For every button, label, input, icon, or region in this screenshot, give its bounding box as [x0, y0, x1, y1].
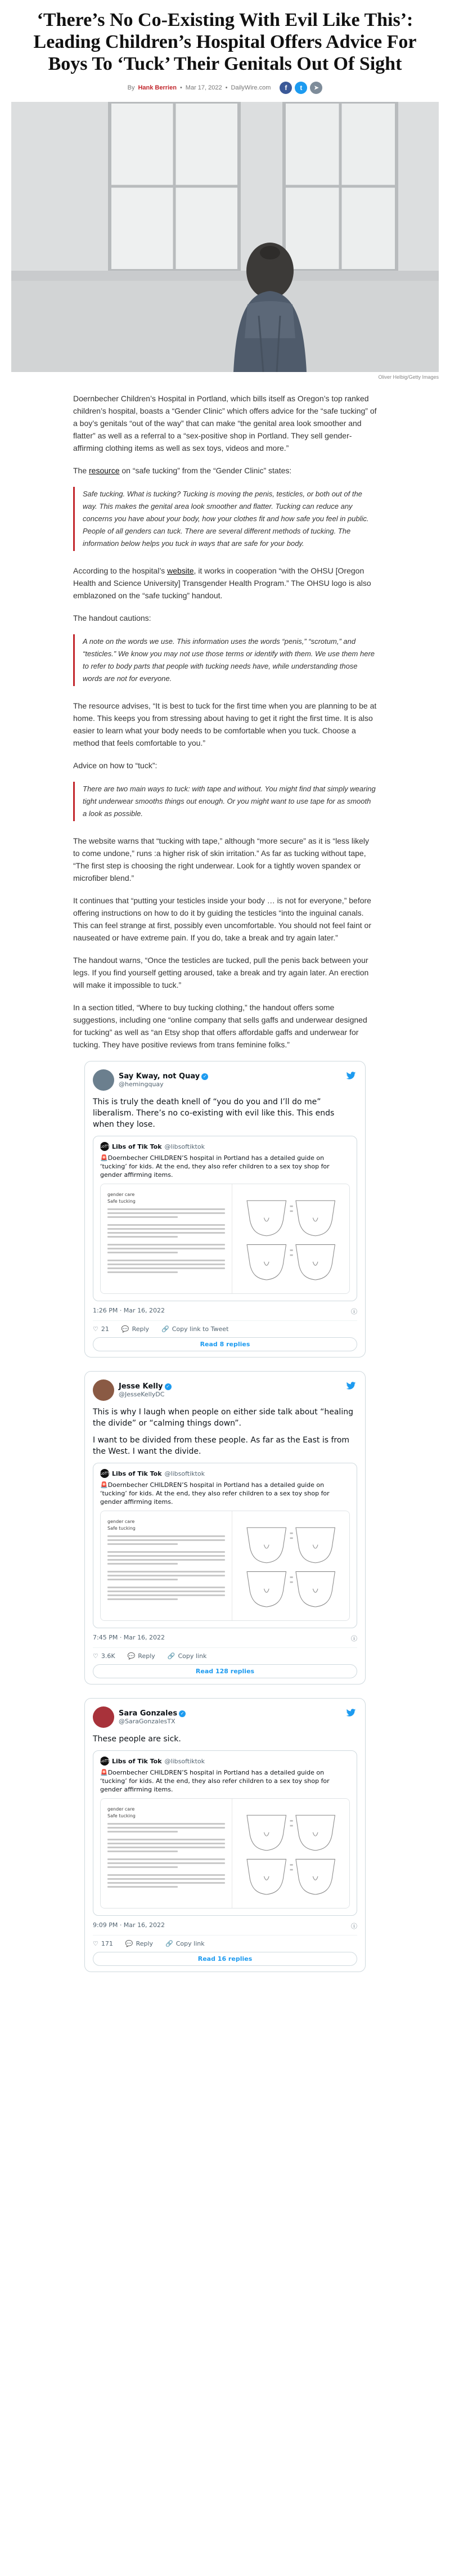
- info-icon[interactable]: ⓘ: [351, 1308, 357, 1315]
- text-line: [107, 1539, 225, 1541]
- info-icon[interactable]: ⓘ: [351, 1635, 357, 1642]
- link-icon: 🔗: [161, 1325, 169, 1333]
- like-button[interactable]: [93, 1325, 109, 1333]
- blockquote: There are two main ways to tuck: with tape and without. You might find that simply wearing tight underwear smooths things out enough. Or you might want to use tape for as smooth a look as possible.: [73, 782, 377, 821]
- quoted-author-handle: @libsoftiktok: [164, 1757, 205, 1765]
- tweet-text-container: [93, 1406, 357, 1457]
- window-child-illustration: [11, 102, 439, 372]
- text-line: [107, 1271, 178, 1273]
- quoted-tweet-image[interactable]: [100, 1511, 350, 1621]
- paragraph: Advice on how to “tuck”:: [73, 761, 158, 770]
- text-line: [107, 1543, 178, 1545]
- quoted-tweet-image[interactable]: [100, 1184, 350, 1294]
- text-line: [107, 1228, 225, 1230]
- tweet-author-handle[interactable]: @SaraGonzalesTX: [119, 1718, 176, 1725]
- text-line: [107, 1851, 178, 1852]
- reply-icon: 💬: [125, 1940, 133, 1947]
- paragraph: In a section titled, “Where to buy tucking clothing,” the handout offers some suggestions, including one “online company that sells gaffs and underwear designed for tucking” as well as “an Etsy shop that offers affordable gaffs and underwear for tucking. They have positive reviews from trans feminine folks.”: [73, 1003, 367, 1049]
- source-name: DailyWire.com: [231, 84, 271, 91]
- embedded-tweet[interactable]: [84, 1061, 366, 1358]
- telegram-icon: ➤: [314, 84, 319, 91]
- paragraph-text: on “safe tucking” from the “Gender Clinic” states:: [119, 466, 292, 475]
- photo-credit: Oliver Helbig/Getty Images: [378, 374, 439, 380]
- text-line: [107, 1839, 225, 1840]
- text-line: [107, 1587, 225, 1588]
- quoted-avatar: LoTT: [100, 1142, 109, 1151]
- quoted-tweet-image[interactable]: [100, 1798, 350, 1909]
- quoted-avatar: LoTT: [100, 1757, 109, 1766]
- embedded-tweet[interactable]: [84, 1698, 366, 1972]
- heart-icon: ♡: [93, 1940, 98, 1947]
- body-diagram-drawing: [232, 1511, 350, 1620]
- text-line: [107, 1248, 225, 1249]
- quoted-tweet-text: 🚨Doernbecher CHILDREN’S hospital in Portland has a detailed guide on ‘tucking’ for kids. At the end, they also refer children to a sex toy shop for gender affirming items.: [100, 1481, 330, 1506]
- handout-title: Safe tucking: [107, 1813, 136, 1818]
- page-bottom-spacer: [0, 1986, 450, 1997]
- tweet-author-name[interactable]: Jesse Kelly: [119, 1382, 163, 1391]
- tweet-timestamp[interactable]: 1:26 PM · Mar 16, 2022: [93, 1307, 165, 1314]
- text-line: [107, 1886, 178, 1888]
- copy-link-button[interactable]: [161, 1325, 228, 1333]
- text-line: [107, 1571, 225, 1573]
- twitter-bird-icon[interactable]: [346, 1709, 356, 1717]
- text-line: [107, 1594, 225, 1596]
- text-line: [107, 1847, 225, 1848]
- text-line: [107, 1831, 178, 1833]
- like-count: 21: [101, 1325, 109, 1333]
- paragraph: The handout cautions:: [73, 613, 151, 622]
- byline: [0, 82, 450, 94]
- text-line: [107, 1882, 225, 1884]
- text-line: [107, 1559, 225, 1561]
- body-diagram-drawing: [232, 1799, 350, 1908]
- read-replies-button[interactable]: Read 8 replies: [93, 1337, 357, 1351]
- spacer: [107, 1240, 225, 1244]
- heart-icon: ♡: [93, 1652, 98, 1660]
- reply-icon: 💬: [127, 1652, 136, 1660]
- paragraph: The handout warns, “Once the testicles are tucked, pull the penis back between your legs. If you find yourself getting aroused, take a break and try again later. An erection will make it impossible to tuck.”: [73, 956, 369, 989]
- share-buttons: [280, 82, 322, 94]
- copy-link-label: Copy link to Tweet: [172, 1325, 229, 1333]
- verified-icon: ✓: [165, 1383, 172, 1390]
- spacer: [107, 1256, 225, 1260]
- spacer: [107, 1835, 225, 1839]
- twitter-icon: t: [300, 84, 303, 92]
- handout-diagram-page: [232, 1511, 350, 1620]
- quoted-tweet-header: [100, 1142, 350, 1151]
- copy-link-label: Copy link: [176, 1940, 205, 1947]
- handout-title: Safe tucking: [107, 1199, 136, 1204]
- tweet-timestamp[interactable]: 7:45 PM · Mar 16, 2022: [93, 1634, 165, 1641]
- paragraph: [73, 565, 377, 602]
- handout-page: [101, 1511, 232, 1620]
- quoted-tweet-header: [100, 1469, 350, 1478]
- text-line: [107, 1823, 225, 1825]
- quoted-tweet[interactable]: [93, 1750, 357, 1916]
- read-replies-button[interactable]: Read 16 replies: [93, 1952, 357, 1966]
- spacer: [107, 1220, 225, 1224]
- text-line: [107, 1598, 178, 1600]
- tweet-author-name[interactable]: Say Kway, not Quay: [119, 1072, 200, 1081]
- tweet-text: I want to be divided from these people. As far as the East is from the West. I want the divide.: [93, 1436, 350, 1456]
- quoted-author-name: Libs of Tik Tok: [112, 1143, 162, 1150]
- spacer: [107, 1567, 225, 1571]
- paragraph-text: , it works in cooperation “with the OHSU [Oregon Health and Science University] Transgender Health Program.” The OHSU logo is also emblazoned on the “safe tucking” handout.: [73, 566, 371, 600]
- paragraph: Doernbecher Children’s Hospital in Portland, which bills itself as Oregon’s top ranked children’s hospital, boasts a “Gender Clinic” which offers advice for the “safe tucking” of a boy’s genitals “out of the way” that can make “the genital area look smoother and flatter” as well as a referral to a “sex-positive shop in Portland. They sell gender-affirming clothing items as well as sex toys, videos and more.”: [73, 394, 377, 453]
- text-line: [107, 1579, 178, 1580]
- text-line: [107, 1555, 225, 1557]
- text-line: [107, 1858, 225, 1860]
- tweet-text: This is truly the death knell of “you do you and I’ll do me” liberalism. There’s no co-existing with evil like this. This ends when they lose.: [93, 1097, 335, 1129]
- embedded-tweets: [0, 1061, 450, 1972]
- text-line: [107, 1843, 225, 1844]
- reply-icon: 💬: [121, 1325, 129, 1333]
- embedded-tweet[interactable]: [84, 1371, 366, 1685]
- paragraph-text: According to the hospital’s: [73, 566, 168, 575]
- tweet-meta: [93, 1921, 357, 1930]
- heart-icon: ♡: [93, 1325, 98, 1333]
- text-line: [107, 1591, 225, 1592]
- headline: ‘There’s No Co-Existing With Evil Like This’: Leading Children’s Hospital Offers Advice For Boys To ‘Tuck’ Their Genitals Out Of Sight: [33, 10, 417, 74]
- tweet-author-line: [119, 1072, 208, 1081]
- facebook-icon: f: [285, 84, 287, 92]
- handout-header: gender care: [107, 1519, 135, 1524]
- tweet-author: [119, 1709, 186, 1725]
- publish-date: Mar 17, 2022: [185, 84, 222, 91]
- handout-diagram-page: [232, 1799, 350, 1908]
- byline-by: By: [127, 84, 135, 91]
- text-line: [107, 1575, 225, 1576]
- handout-page: [101, 1184, 232, 1293]
- tweet-author-handle[interactable]: @hemingquay: [119, 1081, 164, 1088]
- reply-button[interactable]: [128, 1652, 155, 1660]
- paragraph: The website warns that “tucking with tape,” although “more secure” as it is “less likely to come undone,” runs :a higher risk of skin irritation.” As far as tucking without tape, “The first step is choosing the right underwear. Look for a tightly woven spandex or microfiber blend.”: [73, 836, 369, 882]
- tweet-text: These people are sick.: [93, 1735, 181, 1744]
- tweet-author-line: [119, 1709, 186, 1718]
- twitter-bird-icon[interactable]: [346, 1382, 356, 1390]
- quoted-author-name: Libs of Tik Tok: [112, 1470, 162, 1477]
- hero-photo: [11, 102, 439, 372]
- handout-page: [101, 1799, 232, 1908]
- article-body: [73, 392, 377, 1051]
- info-icon[interactable]: ⓘ: [351, 1923, 357, 1930]
- like-count: 3.6K: [101, 1652, 115, 1660]
- read-replies-button[interactable]: Read 128 replies: [93, 1664, 357, 1678]
- text-line: [107, 1563, 178, 1565]
- tweet-actions: [93, 1647, 357, 1660]
- reply-label: Reply: [138, 1652, 155, 1660]
- tweet-header: [93, 1069, 357, 1091]
- text-line: [107, 1252, 178, 1253]
- author-link[interactable]: Hank Berrien: [138, 84, 177, 91]
- quoted-tweet-text: 🚨Doernbecher CHILDREN’S hospital in Portland has a detailed guide on ‘tucking’ for kids. At the end, they also refer children to a sex toy shop for gender affirming items.: [100, 1769, 330, 1793]
- text-line: [107, 1208, 225, 1210]
- text-line: [107, 1866, 178, 1868]
- blockquote: Safe tucking. What is tucking? Tucking is moving the penis, testicles, or both out of the way. This makes the genital area look smoother and flatter. Tucking can reduce any concerns you have about your body, how your clothes fit and how safe you feel in public. People of all genders can tuck. There are several different methods of tucking. The information below helps you tuck in ways that are safe for your body.: [73, 487, 377, 551]
- byline-separator: •: [179, 84, 182, 91]
- text-line: [107, 1216, 178, 1218]
- tweet-text-container: [93, 1733, 357, 1745]
- handout-title: Safe tucking: [107, 1526, 136, 1531]
- quoted-author-handle: @libsoftiktok: [164, 1470, 205, 1477]
- like-count: 171: [101, 1940, 113, 1947]
- website-link[interactable]: website: [167, 566, 194, 575]
- avatar[interactable]: [93, 1379, 114, 1401]
- facebook-share-button[interactable]: [280, 82, 292, 94]
- text-line: [107, 1264, 225, 1265]
- text-line: [107, 1878, 225, 1880]
- tweet-author: [119, 1072, 208, 1088]
- paragraph: [73, 464, 377, 477]
- tweet-author-name[interactable]: Sara Gonzales: [119, 1709, 178, 1718]
- quoted-tweet[interactable]: [93, 1136, 357, 1301]
- copy-link-button[interactable]: [168, 1652, 207, 1660]
- byline-separator: •: [225, 84, 228, 91]
- quoted-avatar: LoTT: [100, 1469, 109, 1478]
- tweet-timestamp[interactable]: 9:09 PM · Mar 16, 2022: [93, 1921, 165, 1929]
- link-icon: 🔗: [167, 1652, 176, 1660]
- tweet-actions: [93, 1320, 357, 1333]
- text-line: [107, 1212, 225, 1214]
- link-icon: 🔗: [165, 1940, 173, 1947]
- paragraph: The resource advises, “It is best to tuck for the first time when you are planning to be at home. This keeps you from stressing about having to get it right the first time. It is also easier to learn what your body needs to be comfortable when you tuck. Choose a method that feels comfortable to you.”: [73, 701, 377, 747]
- reply-label: Reply: [136, 1940, 154, 1947]
- tweet-header: [93, 1379, 357, 1401]
- tweet-author-line: [119, 1382, 172, 1391]
- spacer: [107, 1870, 225, 1874]
- paragraph: It continues that “putting your testicles inside your body … is not for everyone,” before offering instructions on how to do it by guiding the testicles “into the inguinal canals. This can feel strange at first, possibly even uncomfortable. You should not feel faint or nauseated or have extreme pain. If you do, take a break and try again later.”: [73, 896, 371, 942]
- text-line: [107, 1874, 225, 1876]
- twitter-bird-icon[interactable]: [346, 1072, 356, 1080]
- handout-diagram-page: [232, 1184, 350, 1293]
- tweet-header: [93, 1706, 357, 1728]
- text-line: [107, 1260, 225, 1261]
- reply-label: Reply: [132, 1325, 150, 1333]
- text-line: [107, 1244, 225, 1246]
- copy-link-button[interactable]: [165, 1940, 205, 1947]
- avatar[interactable]: [93, 1069, 114, 1091]
- quoted-author-handle: @libsoftiktok: [164, 1143, 205, 1150]
- spacer: [107, 1547, 225, 1551]
- spacer: [107, 1583, 225, 1587]
- like-button[interactable]: [93, 1940, 113, 1947]
- like-button[interactable]: [93, 1652, 115, 1660]
- quoted-tweet-text: 🚨Doernbecher CHILDREN’S hospital in Portland has a detailed guide on ‘tucking’ for kids. At the end, they also refer children to a sex toy shop for gender affirming items.: [100, 1154, 330, 1179]
- paragraph-text: The: [73, 466, 89, 475]
- reply-button[interactable]: [122, 1325, 149, 1333]
- text-line: [107, 1862, 225, 1864]
- twitter-share-button[interactable]: [295, 82, 307, 94]
- copy-link-label: Copy link: [178, 1652, 207, 1660]
- tweet-text-container: [93, 1096, 357, 1130]
- tweet-meta: [93, 1634, 357, 1643]
- quoted-tweet[interactable]: [93, 1463, 357, 1628]
- text-line: [107, 1236, 178, 1238]
- tweet-text: This is why I laugh when people on either side talk about “healing the divide” or “calming things down”.: [93, 1408, 353, 1428]
- reply-button[interactable]: [125, 1940, 153, 1947]
- text-line: [107, 1535, 225, 1537]
- text-line: [107, 1267, 225, 1269]
- quoted-tweet-header: [100, 1757, 350, 1766]
- tweet-author: [119, 1382, 172, 1398]
- tweet-actions: [93, 1935, 357, 1947]
- blockquote: A note on the words we use. This information uses the words “penis,” “scrotum,” and “testicles.” We know you may not use those terms or identify with them. We use them here to refer to body parts that people with tucking needs have, while understanding those words are not for everyone.: [73, 634, 377, 686]
- quoted-author-name: Libs of Tik Tok: [112, 1757, 162, 1765]
- text-line: [107, 1551, 225, 1553]
- text-line: [107, 1232, 225, 1234]
- verified-icon: ✓: [179, 1710, 186, 1717]
- spacer: [107, 1854, 225, 1858]
- verified-icon: ✓: [201, 1073, 208, 1080]
- handout-header: gender care: [107, 1192, 135, 1197]
- tweet-author-handle[interactable]: @JesseKellyDC: [119, 1391, 165, 1398]
- body-diagram-drawing: [232, 1184, 350, 1293]
- handout-header: gender care: [107, 1807, 135, 1812]
- tweet-meta: [93, 1307, 357, 1316]
- text-line: [107, 1827, 225, 1829]
- telegram-share-button[interactable]: [310, 82, 322, 94]
- resource-link[interactable]: resource: [89, 466, 120, 475]
- text-line: [107, 1224, 225, 1226]
- avatar[interactable]: [93, 1706, 114, 1728]
